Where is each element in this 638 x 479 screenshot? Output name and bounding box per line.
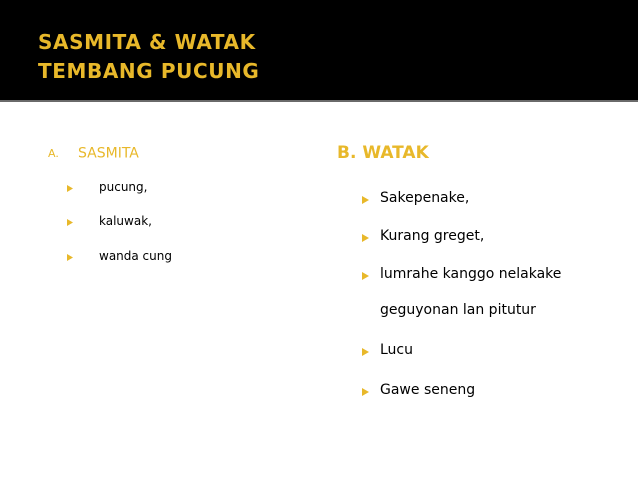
list-item-label: Sakepenake, [380, 190, 470, 206]
list-item-label: geguyonan lan pitutur [380, 302, 536, 318]
list-item-label: lumrahe kanggo nelakake [380, 266, 562, 282]
list-item-label: Lucu [380, 342, 413, 358]
title-band [0, 0, 638, 102]
slide-title-line-2: TEMBANG PUCUNG [38, 59, 260, 83]
slide-title-line-1: SASMITA & WATAK [38, 30, 256, 54]
list-item-label: kaluwak, [99, 214, 152, 228]
list-item-label: Kurang greget, [380, 228, 485, 244]
section-b-heading: B. WATAK [337, 143, 429, 163]
section-a-heading [48, 143, 139, 162]
list-item-label: Gawe seneng [380, 382, 476, 398]
list-item-label: pucung, [99, 180, 148, 194]
section-a-heading-text: SASMITA [78, 145, 139, 162]
section-a-marker: A. [48, 147, 59, 160]
list-item-label: wanda cung [99, 249, 172, 263]
